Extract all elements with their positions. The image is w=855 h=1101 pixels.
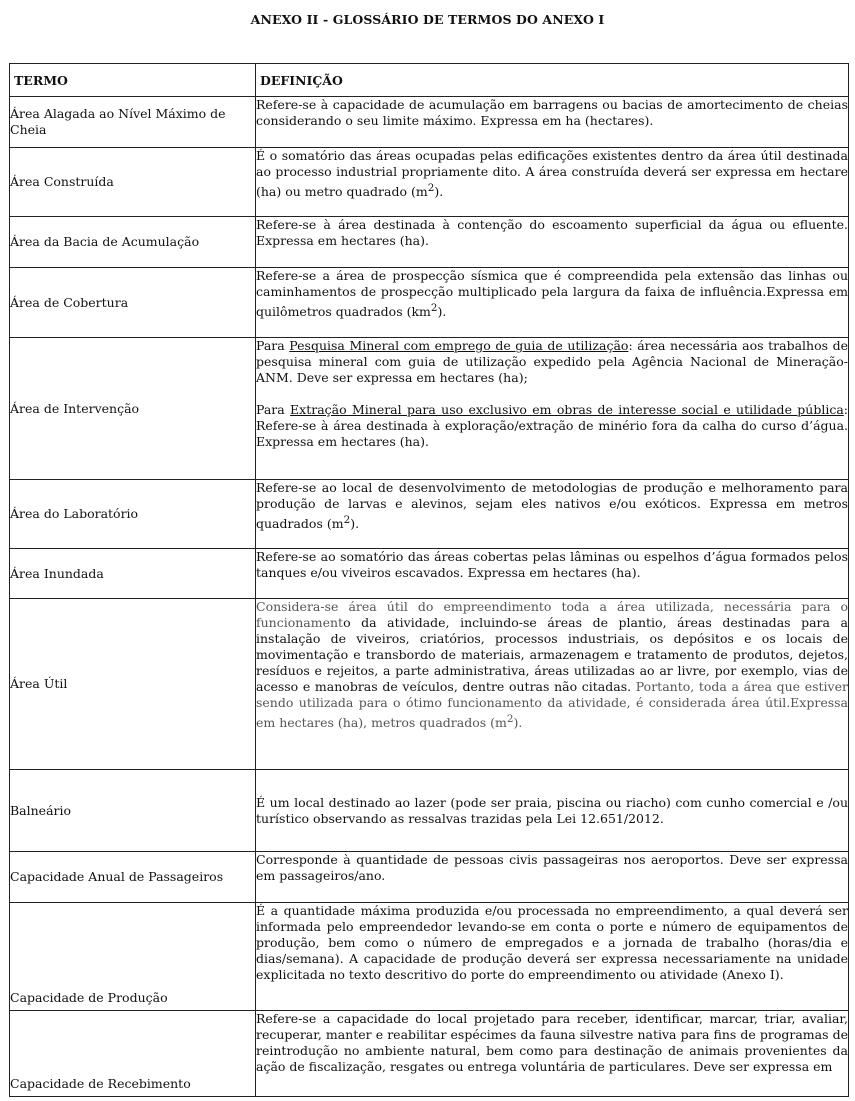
definition-cell: É um local destinado ao lazer (pode ser praia, piscina ou riacho) com cunho comercial e /ou turístico observando as ressalvas trazidas pela Lei 12.651/2012.	[256, 770, 849, 852]
definition-cell: Corresponde à quantidade de pessoas civis passageiras nos aeroportos. Deve ser expressa em passageiros/ano.	[256, 852, 849, 903]
page-title: ANEXO II - GLOSSÁRIO DE TERMOS DO ANEXO I	[250, 12, 605, 27]
definition-column-header: DEFINIÇÃO	[256, 64, 849, 97]
table-row	[10, 97, 849, 148]
term-cell: Área de Cobertura	[10, 268, 256, 338]
table-row	[10, 903, 849, 1011]
definition-cell: É a quantidade máxima produzida e/ou processada no empreendimento, a qual deverá ser informada pelo empreendedor levando-se em conta o porte e número de equipamentos de produção, bem como o número de empregados e a jornada de trabalho (horas/dia e dias/semana). A capacidade de produção deverá ser expressa necessariamente na unidade explicitada no texto descritivo do porte do empreendimento ou atividade (Anexo I).	[256, 903, 849, 1011]
table-row	[10, 338, 849, 480]
definition-cell: É o somatório das áreas ocupadas pelas edificações existentes dentro da área útil destinada ao processo industrial propriamente dito. A área construída deverá ser expressa em hectare (ha) ou metro quadrado $(m^2)$.	[256, 148, 849, 217]
term-cell: Balneário	[10, 770, 256, 852]
term-column-header: TERMO	[10, 64, 256, 97]
term-cell: Área Alagada ao Nível Máximo de Cheia	[10, 97, 256, 148]
term-cell: Capacidade de Produção	[10, 903, 256, 1011]
term-cell: Área de Intervenção	[10, 338, 256, 480]
table-row	[10, 480, 849, 549]
table-row	[10, 770, 849, 852]
definition-cell: Considera-se área útil do empreendimento toda a área utilizada, necessária para o funcionamento da atividade, incluindo-se áreas de plantio, áreas destinadas para a instalação de viveiros, criatórios, processos industriais, os depósitos e os locais de movimentação e transbordo de materiais, armazenagem e tratamento de produtos, dejetos, resíduos e rejeitos, a parte administrativa, áreas utilizadas ao ar livre, por exemplo, vias de acesso e manobras de veículos, dentre outras não citadas. Portanto, toda a área que estiver sendo utilizada para o ótimo funcionamento da atividade, é considerada área útil.Expressa em hectares (ha), metros quadrados $(m^2)$.	[256, 599, 849, 770]
pesquisa-mineral-term: Pesquisa Mineral com emprego de guia de utilização	[289, 338, 629, 353]
definition-cell: Refere-se ao local de desenvolvimento de metodologias de produção e melhoramento para produção de larvas e alevinos, sejam eles nativos e/ou exóticos. Expressa em metros quadrados $(m^2)$.	[256, 480, 849, 549]
definition-cell: Refere-se à área destinada à contenção do escoamento superficial da água ou efluente. Expressa em hectares (ha).	[256, 217, 849, 268]
glossary-table	[9, 63, 849, 1097]
definition-cell: Refere-se à capacidade de acumulação em barragens ou bacias de amortecimento de cheias considerando o seu limite máximo. Expressa em ha (hectares).	[256, 97, 849, 148]
table-header-row	[10, 64, 849, 97]
term-cell: Área Útil	[10, 599, 256, 770]
table-row	[10, 549, 849, 599]
table-row	[10, 217, 849, 268]
term-cell: Capacidade Anual de Passageiros	[10, 852, 256, 903]
term-cell: Área Construída	[10, 148, 256, 217]
definition-cell: Para Pesquisa Mineral com emprego de guia de utilização: área necessária aos trabalhos de pesquisa mineral com guia de utilização expedido pela Agência Nacional de Mineração-ANM. Deve ser expressa em hectares (ha); Para Extração Mineral para uso exclusivo em obras de interesse social e utilidade pública: Refere-se à área destinada à exploração/extração de minério fora da calha do curso d’água. Expressa em hectares (ha).	[256, 338, 849, 480]
term-cell: Área da Bacia de Acumulação	[10, 217, 256, 268]
definition-cell: Refere-se ao somatório das áreas cobertas pelas lâminas ou espelhos d’água formados pelos tanques e/ou viveiros escavados. Expressa em hectares (ha).	[256, 549, 849, 599]
table-row	[10, 852, 849, 903]
term-cell: Área Inundada	[10, 549, 256, 599]
table-row	[10, 599, 849, 770]
term-cell: Área do Laboratório	[10, 480, 256, 549]
table-row	[10, 1011, 849, 1097]
table-row	[10, 148, 849, 217]
term-cell: Capacidade de Recebimento	[10, 1011, 256, 1097]
extracao-mineral-term: Extração Mineral para uso exclusivo em obras de interesse social e utilidade pública	[290, 402, 844, 417]
definition-cell: Refere-se a capacidade do local projetado para receber, identificar, marcar, triar, avaliar, recuperar, manter e reabilitar espécimes da fauna silvestre nativa para fins de programas de reintrodução no ambiente natural, bem como para destinação de animais provenientes da ação de fiscalização, resgates ou entrega voluntária de particulares. Deve ser expressa em	[256, 1011, 849, 1097]
definition-cell: Refere-se a área de prospecção sísmica que é compreendida pela extensão das linhas ou caminhamentos de prospecção multiplicado pela largura da faixa de influência.Expressa em quilômetros quadrados $(km^2)$.	[256, 268, 849, 338]
table-row	[10, 268, 849, 338]
